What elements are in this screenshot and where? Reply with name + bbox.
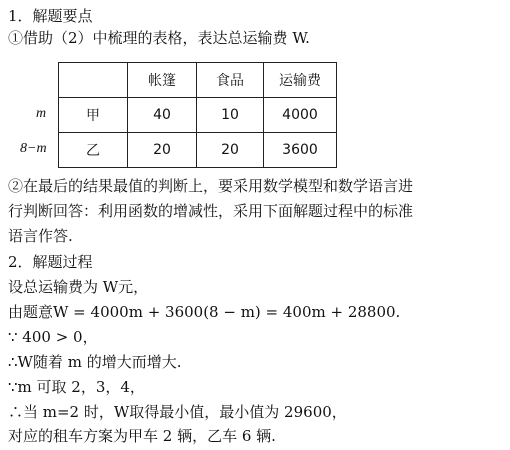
solution-line-5: ∵m 可取 2，3，4，: [8, 378, 145, 396]
table-cell: 20: [128, 133, 197, 168]
cost-table: [58, 62, 337, 168]
table-cell: 乙: [59, 133, 128, 168]
point-2-line-1: ②在最后的结果最值的判断上，要采用数学模型和数学语言进: [8, 177, 414, 195]
point-2-line-2: 行判断回答：利用函数的增减性，采用下面解题过程中的标准: [8, 202, 414, 220]
table-row: [59, 98, 337, 133]
solution-line-6: ∴当 m=2 时，W取得最小值，最小值为 29600，: [8, 403, 347, 421]
table-cell: 10: [197, 98, 264, 133]
row-label-8-m: 8−m: [20, 141, 47, 156]
solution-line-1: 设总运输费为 W元，: [8, 278, 149, 296]
table-row: [59, 133, 337, 168]
table-cell: 甲: [59, 98, 128, 133]
table-cell: 4000: [264, 98, 337, 133]
table-cell: 40: [128, 98, 197, 133]
point-1-text: ①借助（2）中梳理的表格，表达总运输费 W.: [8, 29, 310, 47]
table-header-row: [59, 63, 337, 98]
point-2-line-3: 语言作答.: [8, 227, 73, 245]
table-cell: 3600: [264, 133, 337, 168]
section1-heading: 1．解题要点: [8, 7, 93, 25]
table-header-cell: [59, 63, 128, 98]
table-cell: 20: [197, 133, 264, 168]
row-label-m: m: [36, 106, 47, 121]
section2-heading: 2．解题过程: [8, 253, 93, 271]
solution-line-2: 由题意W = 4000m + 3600(8 − m) = 400m + 28800.: [8, 303, 401, 321]
solution-line-3: ∵ 400 > 0，: [8, 328, 98, 346]
solution-line-7: 对应的租车方案为甲车 2 辆，乙车 6 辆.: [8, 427, 276, 445]
solution-line-4: ∴W随着 m 的增大而增大.: [8, 353, 182, 371]
table-header-cell: 食品: [197, 63, 264, 98]
table-header-cell: 运输费: [264, 63, 337, 98]
table-header-cell: 帐篷: [128, 63, 197, 98]
